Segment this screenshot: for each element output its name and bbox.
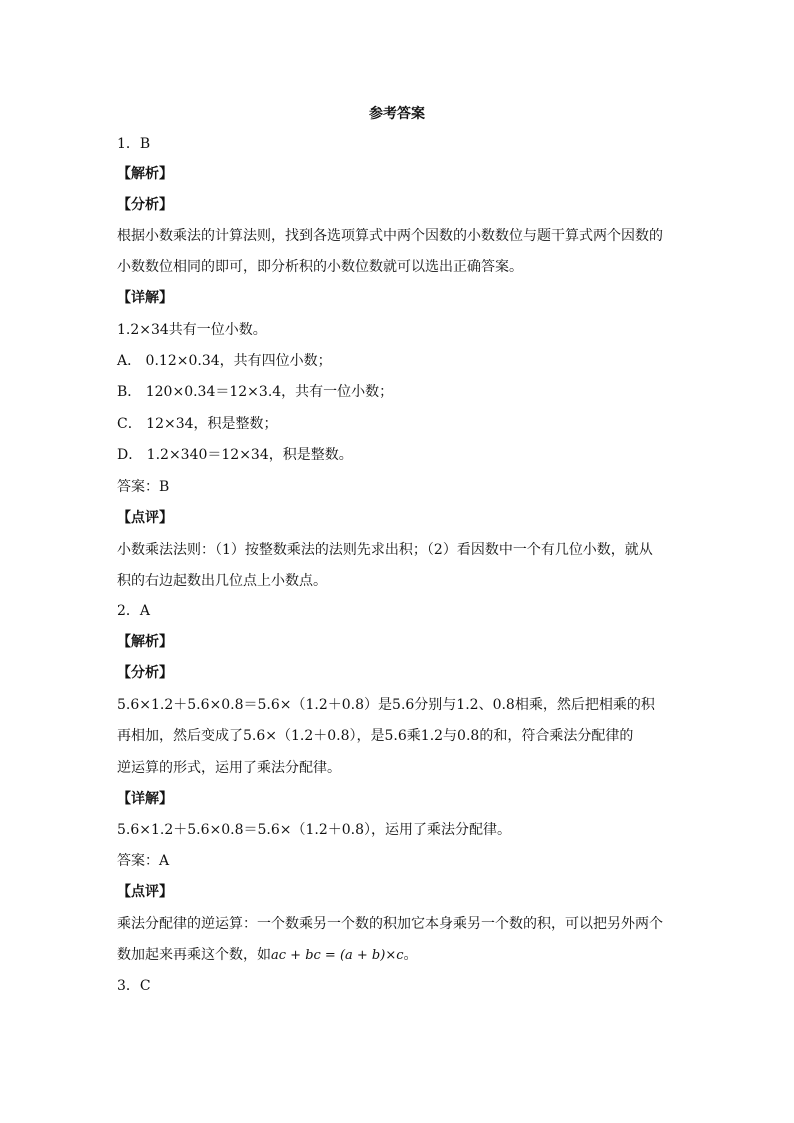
answer-number-3: 3．C (117, 978, 151, 994)
option-b: B． 120×0.34＝12×3.4，共有一位小数； (117, 384, 394, 400)
answer-number-2: 2．A (117, 603, 151, 619)
distributive-formula: ac + bc = (a + b)×c (271, 948, 404, 963)
section-dianping-2: 【点评】 (117, 884, 173, 900)
paragraph-line: 积的右边起数出几位点上小数点。 (117, 573, 327, 589)
paragraph-line: 1.2×34共有一位小数。 (117, 322, 267, 338)
option-d: D． 1.2×340＝12×34，积是整数。 (117, 447, 353, 463)
paragraph-line: 根据小数乘法的计算法则，找到各选项算式中两个因数的小数数位与题干算式两个因数的 (117, 228, 663, 244)
formula-line (117, 945, 677, 966)
formula-prefix: 数加起来再乘这个数，如 (117, 947, 271, 963)
paragraph-line: 小数数位相同的即可，即分析积的小数位数就可以选出正确答案。 (117, 259, 523, 275)
paragraph-line: 小数乘法法则：（1）按整数乘法的法则先求出积；（2）看因数中一个有几位小数，就从 (117, 542, 653, 558)
paragraph-line: 5.6×1.2＋5.6×0.8＝5.6×（1.2＋0.8），运用了乘法分配律。 (117, 822, 512, 838)
paragraph-line: 乘法分配律的逆运算：一个数乘另一个数的积加它本身乘另一个数的积，可以把另外两个 (117, 916, 663, 932)
option-c: C． 12×34，积是整数； (117, 416, 278, 432)
paragraph-line: 5.6×1.2＋5.6×0.8＝5.6×（1.2＋0.8）是5.6分别与1.2、0.8相乘，然后把相乘的积 (117, 697, 655, 713)
answer-line-2: 答案：A (117, 853, 170, 869)
answer-line-1: 答案：B (117, 479, 170, 495)
paragraph-line: 再相加，然后变成了5.6×（1.2＋0.8），是5.6乘1.2与0.8的和，符合乘法分配律的 (117, 728, 634, 744)
section-xiangjie-1: 【详解】 (117, 290, 173, 306)
section-xiangjie-2: 【详解】 (117, 791, 173, 807)
section-dianping-1: 【点评】 (117, 510, 173, 526)
section-jiexi-1: 【解析】 (117, 166, 173, 182)
paragraph-line: 逆运算的形式，运用了乘法分配律。 (117, 760, 341, 776)
formula-suffix: 。 (403, 947, 418, 963)
section-jiexi-2: 【解析】 (117, 634, 173, 650)
section-fenxi-2: 【分析】 (117, 665, 173, 681)
option-a: A． 0.12×0.34，共有四位小数； (117, 353, 332, 369)
section-fenxi-1: 【分析】 (117, 197, 173, 213)
answer-number-1: 1．B (117, 136, 151, 152)
page-title: 参考答案 (369, 106, 425, 122)
